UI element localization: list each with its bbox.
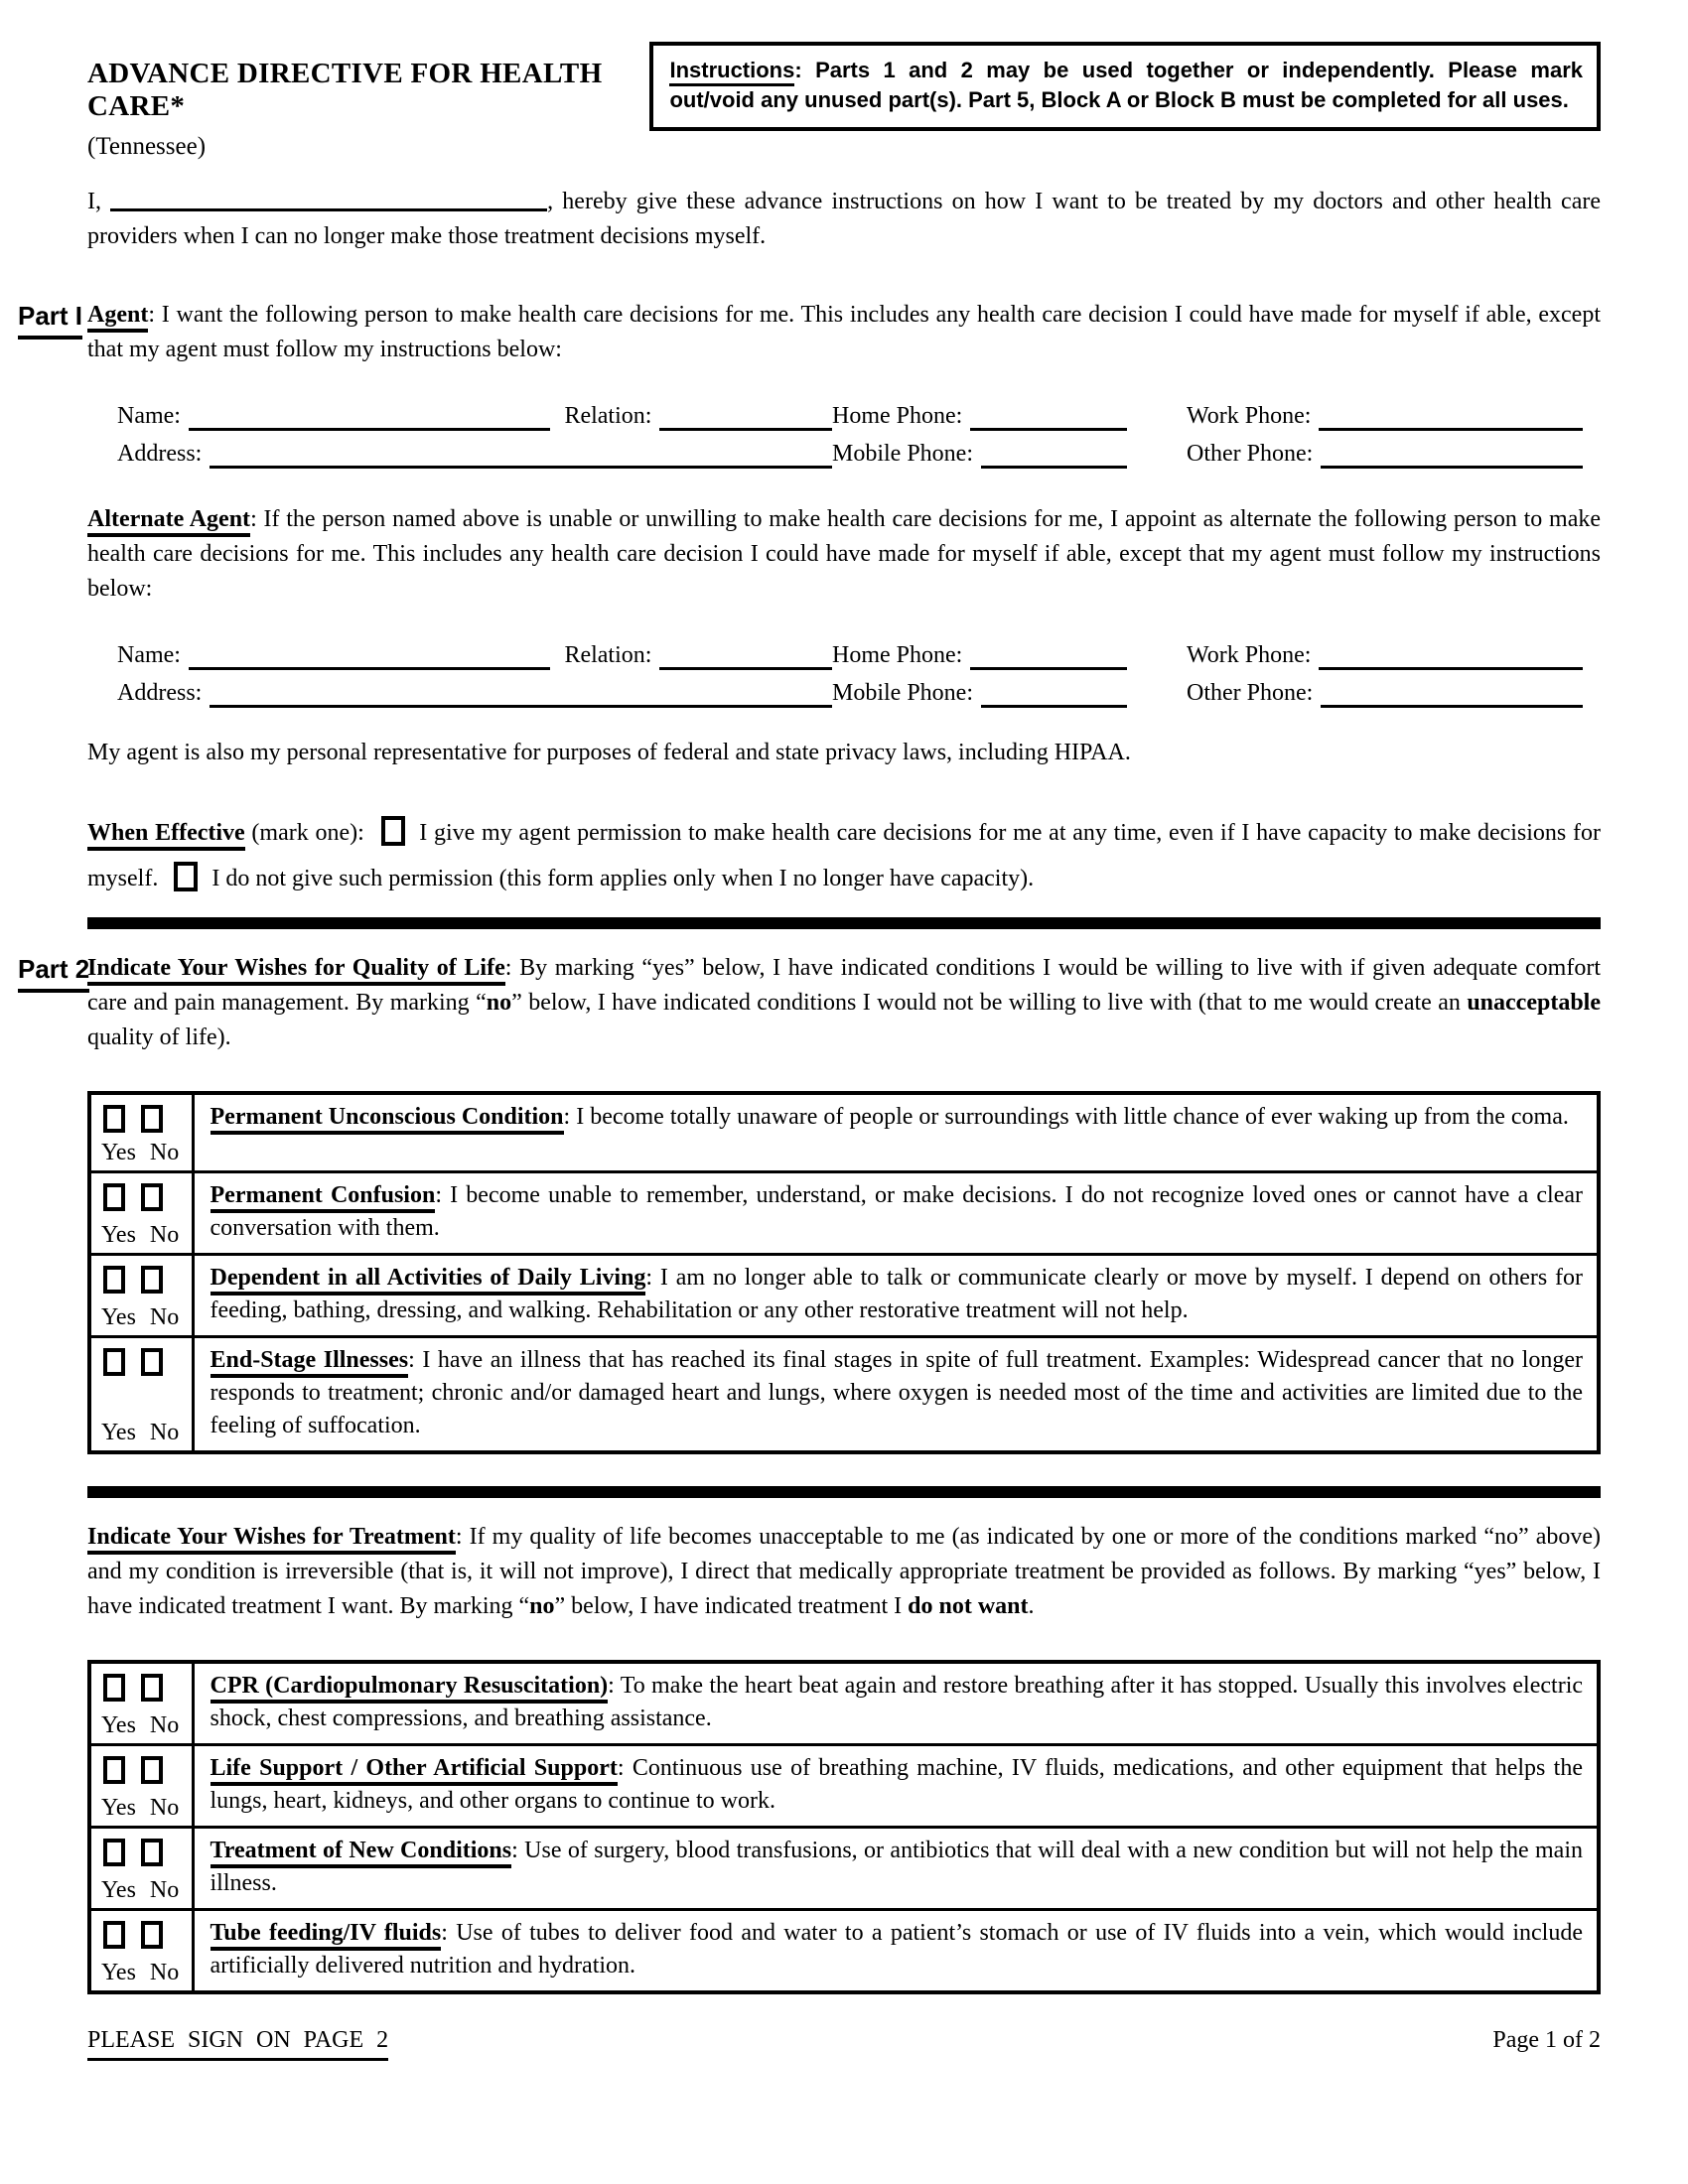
yes-no-labels <box>101 1710 179 1740</box>
home-phone-label: Home Phone: <box>832 403 963 429</box>
checkbox-row <box>103 1105 186 1133</box>
declaration-prefix: I, <box>87 189 101 214</box>
sign-on-page2-note: PLEASE SIGN ON PAGE 2 <box>87 2024 388 2061</box>
yes-label: Yes <box>101 1877 136 1903</box>
yes-no-labels <box>101 1793 179 1823</box>
treatment-title: Treatment of New Conditions <box>211 1838 512 1868</box>
yes-no-cell <box>89 1745 193 1828</box>
when-effective-heading: When Effective <box>87 820 245 851</box>
footer <box>87 2024 1601 2061</box>
alternate-agent-contact-fields <box>87 640 1601 708</box>
address-label: Address: <box>117 680 203 706</box>
yes-no-labels <box>101 1418 179 1447</box>
yes-label: Yes <box>101 1140 136 1165</box>
no-label: No <box>149 1140 180 1165</box>
yes-no-cell <box>89 1910 193 1993</box>
agent-contact-fields <box>87 401 1601 469</box>
yes-checkbox[interactable] <box>103 1183 125 1211</box>
quality-of-life-paragraph <box>18 951 1601 1055</box>
relation-label: Relation: <box>564 642 652 668</box>
alternate-relation-input[interactable] <box>659 640 832 670</box>
yes-no-cell <box>89 1337 193 1453</box>
no-checkbox[interactable] <box>141 1756 163 1784</box>
condition-cell <box>193 1093 1599 1172</box>
no-checkbox[interactable] <box>141 1348 163 1376</box>
agent-mobile-phone-cell <box>832 439 1187 469</box>
part1-section <box>18 298 1602 901</box>
alternate-work-phone-input[interactable] <box>1319 640 1583 670</box>
condition-title: Dependent in all Activities of Daily Living <box>211 1265 646 1296</box>
condition-cell <box>193 1255 1599 1337</box>
condition-title: End-Stage Illnesses <box>211 1347 409 1378</box>
agent-work-phone-input[interactable] <box>1319 401 1583 431</box>
instructions-text: : Parts 1 and 2 may be used together or independently. Please mark out/void any unused part(s). Part 5, Block A or Block B must be completed for all uses. <box>669 58 1583 112</box>
table-row <box>89 1093 1599 1172</box>
checkbox-row <box>103 1183 186 1211</box>
part1-label: Part I <box>18 299 82 340</box>
agent-address-cell <box>117 439 832 469</box>
alternate-address-input[interactable] <box>210 678 832 708</box>
home-phone-label: Home Phone: <box>832 642 963 668</box>
agent-name-input[interactable] <box>189 401 550 431</box>
checkbox-row <box>103 1266 186 1294</box>
treatment-text-2: ” below, I have indicated treatment I <box>554 1593 909 1619</box>
treatment-cell <box>193 1828 1599 1910</box>
treatment-table <box>87 1660 1601 1994</box>
agent-home-phone-input[interactable] <box>970 401 1127 431</box>
no-checkbox[interactable] <box>141 1183 163 1211</box>
condition-text: : I become totally unaware of people or surroundings with little chance of ever waking up from the coma. <box>563 1104 1569 1130</box>
agent-paragraph <box>18 298 1601 367</box>
instructions-label: Instructions <box>669 58 794 86</box>
quality-bold-no: no <box>486 990 512 1016</box>
no-label: No <box>149 1420 180 1445</box>
table-row <box>89 1745 1599 1828</box>
no-label: No <box>149 1877 180 1903</box>
alternate-address-cell <box>117 678 832 708</box>
header <box>87 42 1601 161</box>
no-checkbox[interactable] <box>141 1266 163 1294</box>
agent-other-phone-input[interactable] <box>1321 439 1583 469</box>
quality-text-1: : By marking “yes” below, I have indicated conditions I would be willing to live with if given adequate comfort care and pain management. By marking “ <box>87 955 1601 1016</box>
yes-no-cell <box>89 1093 193 1172</box>
no-checkbox[interactable] <box>141 1105 163 1133</box>
yes-checkbox[interactable] <box>103 1348 125 1376</box>
page-title: ADVANCE DIRECTIVE FOR HEALTH CARE* <box>87 58 603 122</box>
quality-of-life-table <box>87 1091 1601 1454</box>
work-phone-label: Work Phone: <box>1187 403 1312 429</box>
yes-label: Yes <box>101 1420 136 1445</box>
alternate-agent-paragraph <box>87 502 1601 607</box>
yes-no-labels <box>101 1875 179 1905</box>
table-row <box>89 1662 1599 1745</box>
condition-text: : I am no longer able to talk or communicate clearly or move by myself. I depend on others for feeding, bathing, dressing, and walking. Rehabilitation or any other restorative treatment will not help. <box>210 1265 1584 1323</box>
agent-text: : I want the following person to make health care decisions for me. This includes any health care decision I could have made for myself if able, except that my agent must follow my instructions below: <box>87 302 1601 362</box>
treatment-cell <box>193 1910 1599 1993</box>
yes-label: Yes <box>101 1960 136 1985</box>
part2-section <box>18 951 1601 1994</box>
alternate-name-relation-cell <box>117 640 832 670</box>
no-label: No <box>149 1222 180 1248</box>
agent-address-input[interactable] <box>210 439 832 469</box>
title-block <box>87 42 649 161</box>
alternate-work-phone-cell <box>1187 640 1630 670</box>
work-phone-label: Work Phone: <box>1187 642 1312 668</box>
declaration-paragraph <box>87 185 1601 254</box>
no-permission-text: I do not give such permission (this form applies only when I no longer have capacity). <box>206 866 1035 891</box>
yes-label: Yes <box>101 1795 136 1821</box>
no-checkbox[interactable] <box>141 1921 163 1949</box>
yes-no-labels <box>101 1302 179 1332</box>
agent-contact-row1 <box>117 401 1601 431</box>
agent-work-phone-cell <box>1187 401 1630 431</box>
condition-title: Permanent Confusion <box>211 1182 436 1213</box>
alternate-mobile-phone-input[interactable] <box>981 678 1127 708</box>
part2-divider-bar <box>87 917 1601 929</box>
yes-no-labels <box>101 1220 179 1250</box>
yes-checkbox[interactable] <box>103 1839 125 1866</box>
agent-relation-input[interactable] <box>659 401 832 431</box>
no-label: No <box>149 1960 180 1985</box>
quality-text-2: ” below, I have indicated conditions I would not be willing to live with (that to me would create an <box>511 990 1468 1016</box>
checkbox-row <box>103 1348 186 1376</box>
yes-checkbox[interactable] <box>103 1756 125 1784</box>
yes-label: Yes <box>101 1712 136 1738</box>
alternate-agent-heading: Alternate Agent <box>87 506 250 537</box>
treatment-text-1: : If my quality of life becomes unacceptable to me (as indicated by one or more of the conditions marked “no” above) and my condition is irreversible (that is, it will not improve), I direct that medically appropriate treatment be provided as follows. By marking “yes” below, I have indicated treatment I want. By marking “ <box>87 1524 1601 1619</box>
agent-contact-row2 <box>117 439 1601 469</box>
permission-anytime-checkbox[interactable] <box>381 816 405 846</box>
yes-no-labels <box>101 1958 179 1987</box>
mobile-phone-label: Mobile Phone: <box>832 680 973 706</box>
yes-no-cell <box>89 1828 193 1910</box>
treatment-bold-no: no <box>529 1593 555 1619</box>
instructions-box <box>649 42 1601 131</box>
declarant-name-input[interactable] <box>110 188 547 211</box>
yes-checkbox[interactable] <box>103 1105 125 1133</box>
checkbox-row <box>103 1674 186 1702</box>
alternate-contact-row2 <box>117 678 1601 708</box>
table-row <box>89 1172 1599 1255</box>
condition-cell <box>193 1172 1599 1255</box>
no-checkbox[interactable] <box>141 1674 163 1702</box>
quality-bold-unacceptable: unacceptable <box>1467 990 1601 1016</box>
condition-text: : I become unable to remember, understand, or make decisions. I do not recognize loved ones or cannot have a clear conversation with them. <box>210 1182 1583 1241</box>
relation-label: Relation: <box>564 403 652 429</box>
declaration-suffix: , hereby give these advance instructions on how I want to be treated by my doctors and other health care providers when I can no longer make those treatment decisions myself. <box>87 189 1601 249</box>
checkbox-row <box>103 1921 186 1949</box>
alternate-contact-row1 <box>117 640 1601 670</box>
yes-label: Yes <box>101 1222 136 1248</box>
treatment-text: : Continuous use of breathing machine, IV fluids, medications, and other equipment that helps the lungs, heart, kidneys, and other organs to continue to work. <box>210 1755 1584 1814</box>
when-effective-paragraph <box>87 810 1601 901</box>
treatment-title: Life Support / Other Artificial Support <box>211 1755 618 1786</box>
quality-of-life-heading: Indicate Your Wishes for Quality of Life <box>87 955 505 986</box>
alternate-home-phone-input[interactable] <box>970 640 1127 670</box>
treatment-title: Tube feeding/IV fluids <box>211 1920 442 1951</box>
alternate-name-input[interactable] <box>189 640 550 670</box>
yes-no-cell <box>89 1662 193 1745</box>
mobile-phone-label: Mobile Phone: <box>832 441 973 467</box>
treatment-text: : Use of surgery, blood transfusions, or antibiotics that will deal with a new condition but will not help the main illness. <box>210 1838 1583 1896</box>
condition-cell <box>193 1337 1599 1453</box>
hipaa-statement: My agent is also my personal representative for purposes of federal and state privacy laws, including HIPAA. <box>87 740 1131 765</box>
table-row <box>89 1828 1599 1910</box>
yes-label: Yes <box>101 1304 136 1330</box>
mark-one-text: (mark one): <box>244 820 371 846</box>
no-permission-checkbox[interactable] <box>174 862 198 891</box>
agent-mobile-phone-input[interactable] <box>981 439 1127 469</box>
quality-text-3: quality of life). <box>87 1024 231 1050</box>
treatment-bold-do-not-want: do not want <box>908 1593 1029 1619</box>
other-phone-label: Other Phone: <box>1187 680 1314 706</box>
treatment-cell <box>193 1662 1599 1745</box>
treatment-wishes-heading: Indicate Your Wishes for Treatment <box>87 1524 456 1555</box>
no-checkbox[interactable] <box>141 1839 163 1866</box>
treatment-text: : Use of tubes to deliver food and water to a patient’s stomach or use of IV fluids into a vein, which would include artificially delivered nutrition and hydration. <box>210 1920 1584 1979</box>
other-phone-label: Other Phone: <box>1187 441 1314 467</box>
yes-checkbox[interactable] <box>103 1674 125 1702</box>
address-label: Address: <box>117 441 203 467</box>
condition-title: Permanent Unconscious Condition <box>211 1104 564 1135</box>
table-row <box>89 1255 1599 1337</box>
alternate-home-phone-cell <box>832 640 1187 670</box>
checkbox-row <box>103 1839 186 1866</box>
table-row <box>89 1337 1599 1453</box>
checkbox-row <box>103 1756 186 1784</box>
agent-heading: Agent <box>87 302 148 333</box>
page-number: Page 1 of 2 <box>1492 2027 1601 2053</box>
permission-anytime-text: I give my agent permission to make health care decisions for me at any time, even if I have capacity to make decisions for myself. <box>87 820 1601 891</box>
alternate-agent-text: : If the person named above is unable or unwilling to make health care decisions for me, I appoint as alternate the following person to make health care decisions for me. This includes any health care decision I could have made for myself if able, except that my agent must follow my instructions below: <box>87 506 1602 602</box>
no-label: No <box>149 1712 180 1738</box>
treatment-wishes-paragraph <box>87 1520 1601 1624</box>
table-row <box>89 1910 1599 1993</box>
no-label: No <box>149 1304 180 1330</box>
name-label: Name: <box>117 642 181 668</box>
treatment-text-3: . <box>1028 1593 1035 1619</box>
yes-checkbox[interactable] <box>103 1266 125 1294</box>
name-label: Name: <box>117 403 181 429</box>
yes-no-labels <box>101 1138 179 1167</box>
condition-text: : I have an illness that has reached its final stages in spite of full treatment. Examples: Widespread cancer that no longer responds to treatment; chronic and/or damaged heart and lungs, where oxygen is needed most of the time and activities are limited due to the feeling of suffocation. <box>210 1347 1583 1438</box>
treatment-text: : To make the heart beat again and restore breathing after it has stopped. Usually this involves electric shock, chest compressions, and breathing assistance. <box>210 1673 1584 1731</box>
yes-no-cell <box>89 1172 193 1255</box>
yes-no-cell <box>89 1255 193 1337</box>
alternate-other-phone-input[interactable] <box>1321 678 1583 708</box>
treatment-title: CPR (Cardiopulmonary Resuscitation) <box>211 1673 609 1704</box>
alternate-mobile-phone-cell <box>832 678 1187 708</box>
no-label: No <box>149 1795 180 1821</box>
agent-home-phone-cell <box>832 401 1187 431</box>
alternate-other-phone-cell <box>1187 678 1630 708</box>
treatment-cell <box>193 1745 1599 1828</box>
agent-other-phone-cell <box>1187 439 1630 469</box>
agent-name-relation-cell <box>117 401 832 431</box>
yes-checkbox[interactable] <box>103 1921 125 1949</box>
treatment-divider-bar <box>87 1486 1601 1498</box>
part2-label: Part 2 <box>18 952 89 993</box>
page-subtitle: (Tennessee) <box>87 133 207 160</box>
